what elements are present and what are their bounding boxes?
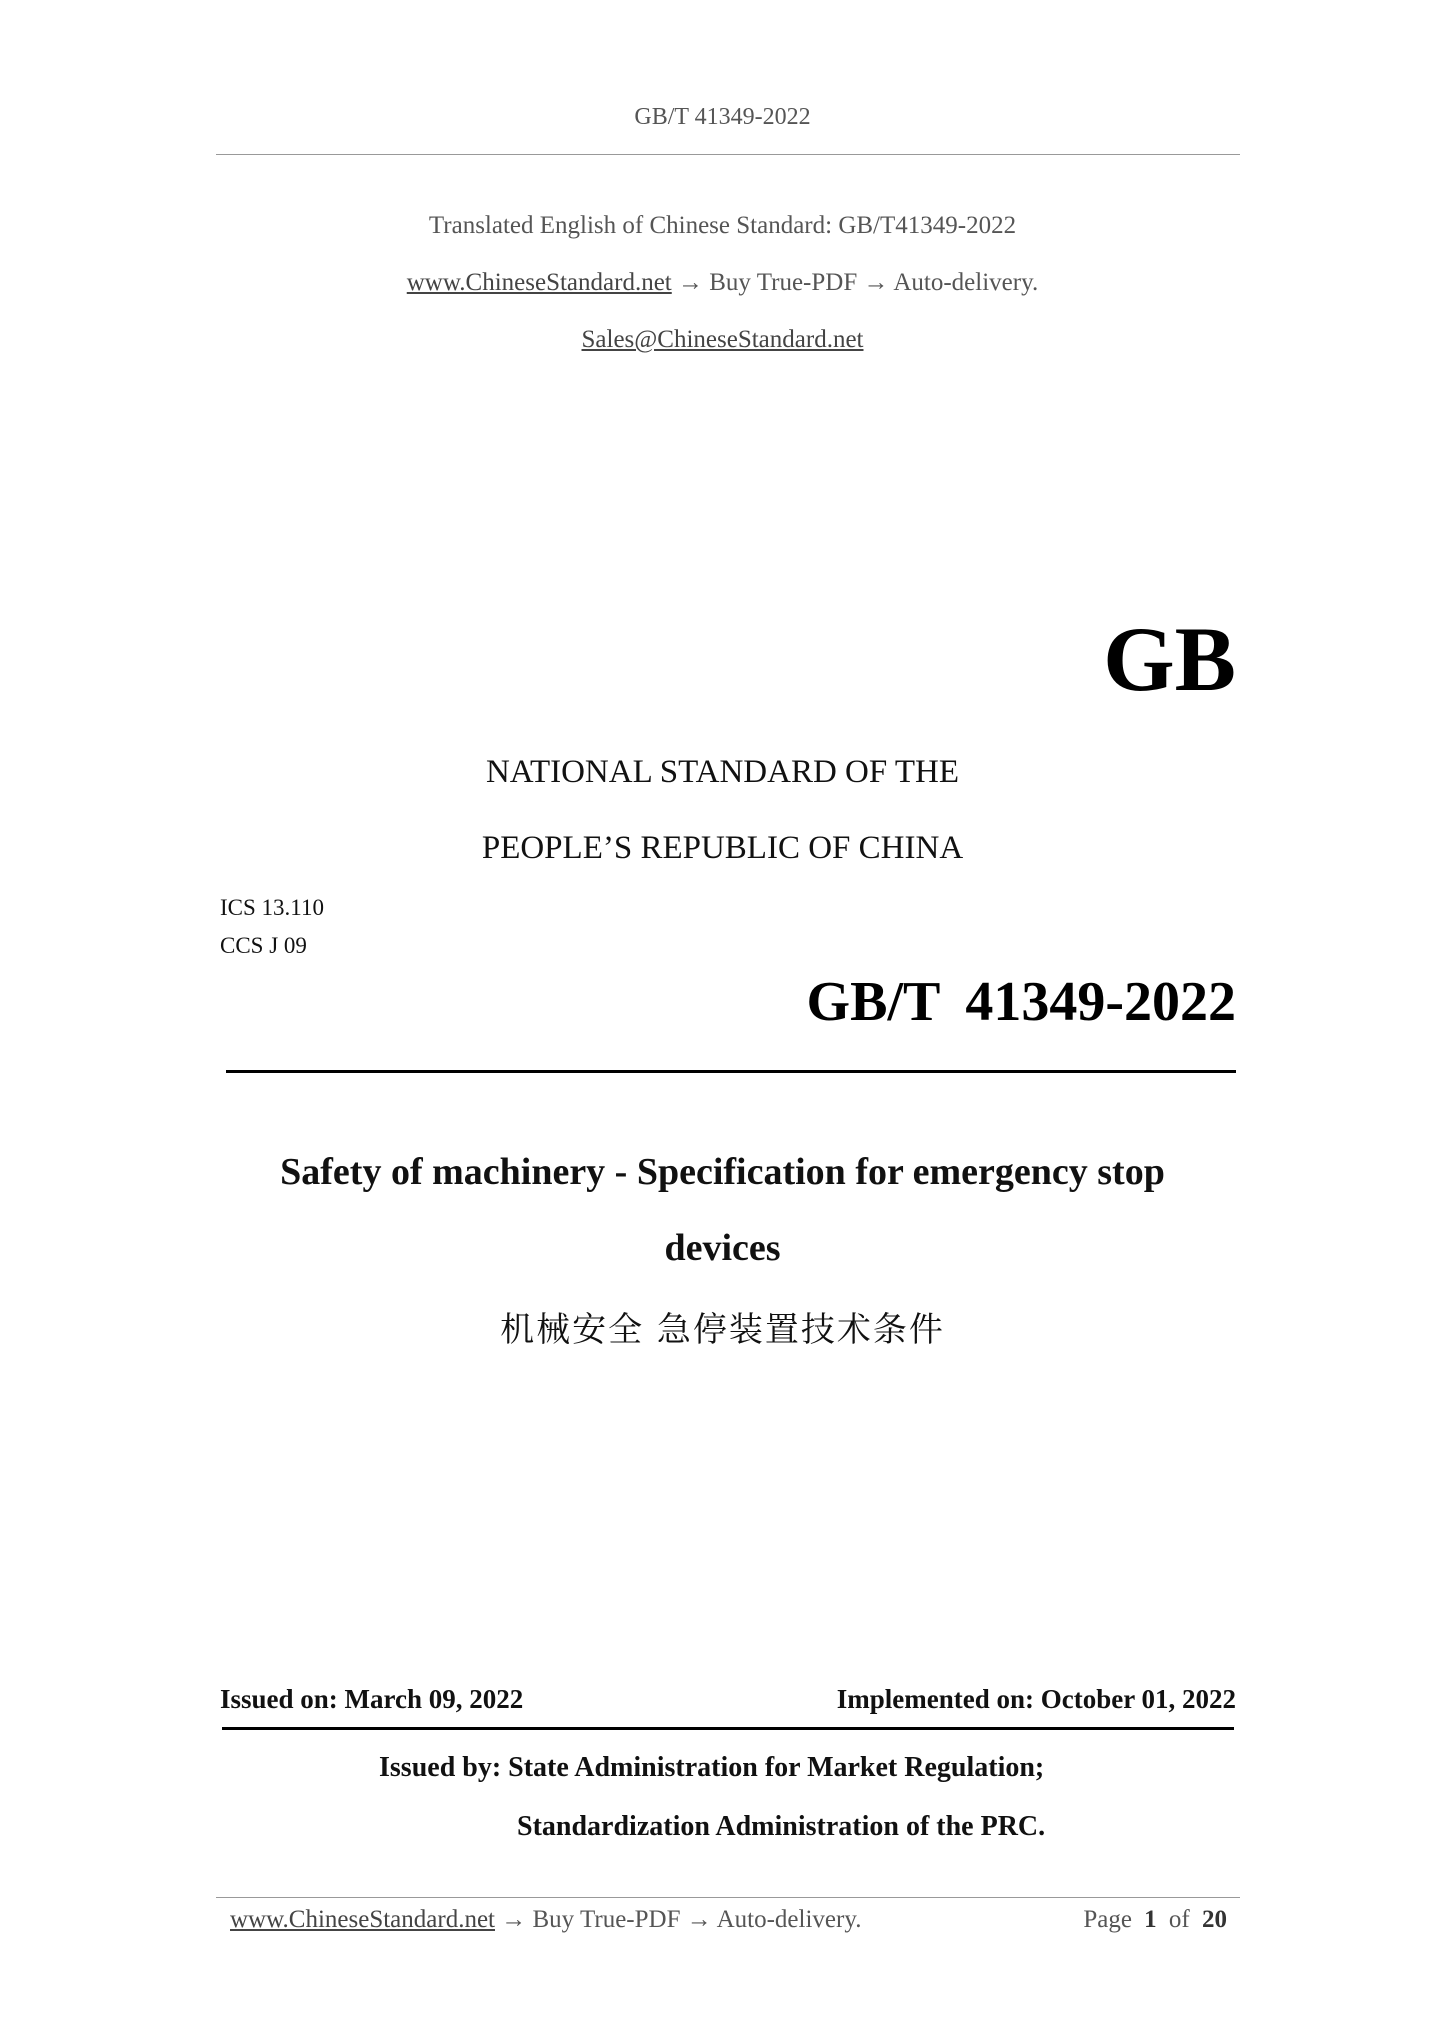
page-indicator [1083,1906,1227,1934]
page-of-label: of [1168,1906,1190,1933]
gb-logo: GB [1103,608,1236,710]
arrow-icon: → [686,1906,712,1933]
issued-by-line2: Standardization Administration of the PRC. [517,1811,1046,1842]
english-title-line1: Safety of machinery - Specification for emergency stop [280,1151,1165,1193]
implemented-on-date: Implemented on: October 01, 2022 [836,1684,1236,1714]
promo-email [0,326,1445,354]
footer-links [230,1906,861,1934]
promo-title: Translated English of Chinese Standard: GB/T41349-2022 [428,212,1017,239]
issued-by-line1: Issued by: State Administration for Market Regulation; [379,1752,1045,1783]
footer-website-link[interactable]: www.ChineseStandard.net [230,1906,495,1933]
arrow-icon: → [501,1906,527,1933]
email-link[interactable]: Sales@ChineseStandard.net [581,326,864,353]
page-current: 1 [1144,1906,1157,1933]
footer-divider [216,1897,1240,1898]
header-divider [216,154,1240,155]
footer-auto-delivery-text: Auto-delivery. [716,1906,862,1933]
ics-code: ICS 13.110 [220,895,324,920]
arrow-icon: → [678,269,703,296]
auto-delivery-text: Auto-delivery. [893,269,1039,296]
buy-pdf-text: Buy True-PDF [709,269,858,296]
promo-links [0,269,1445,297]
standard-number: GB/T 41349-2022 [806,971,1236,1033]
page-label: Page [1083,1906,1132,1933]
english-title-line2: devices [664,1227,781,1269]
footer-buy-pdf-text: Buy True-PDF [532,1906,681,1933]
issued-on-date: Issued on: March 09, 2022 [220,1684,524,1714]
dates-divider [222,1727,1234,1730]
page-total: 20 [1202,1906,1227,1933]
national-standard-line2: PEOPLE’S REPUBLIC OF CHINA [481,830,964,866]
arrow-icon: → [863,269,889,296]
ccs-code: CCS J 09 [220,933,307,958]
header-standard-code: GB/T 41349-2022 [634,104,811,130]
standard-number-divider [226,1070,1236,1073]
website-link[interactable]: www.ChineseStandard.net [406,269,672,296]
national-standard-line1: NATIONAL STANDARD OF THE [485,754,960,790]
chinese-title: 机械安全 急停装置技术条件 [500,1310,945,1350]
